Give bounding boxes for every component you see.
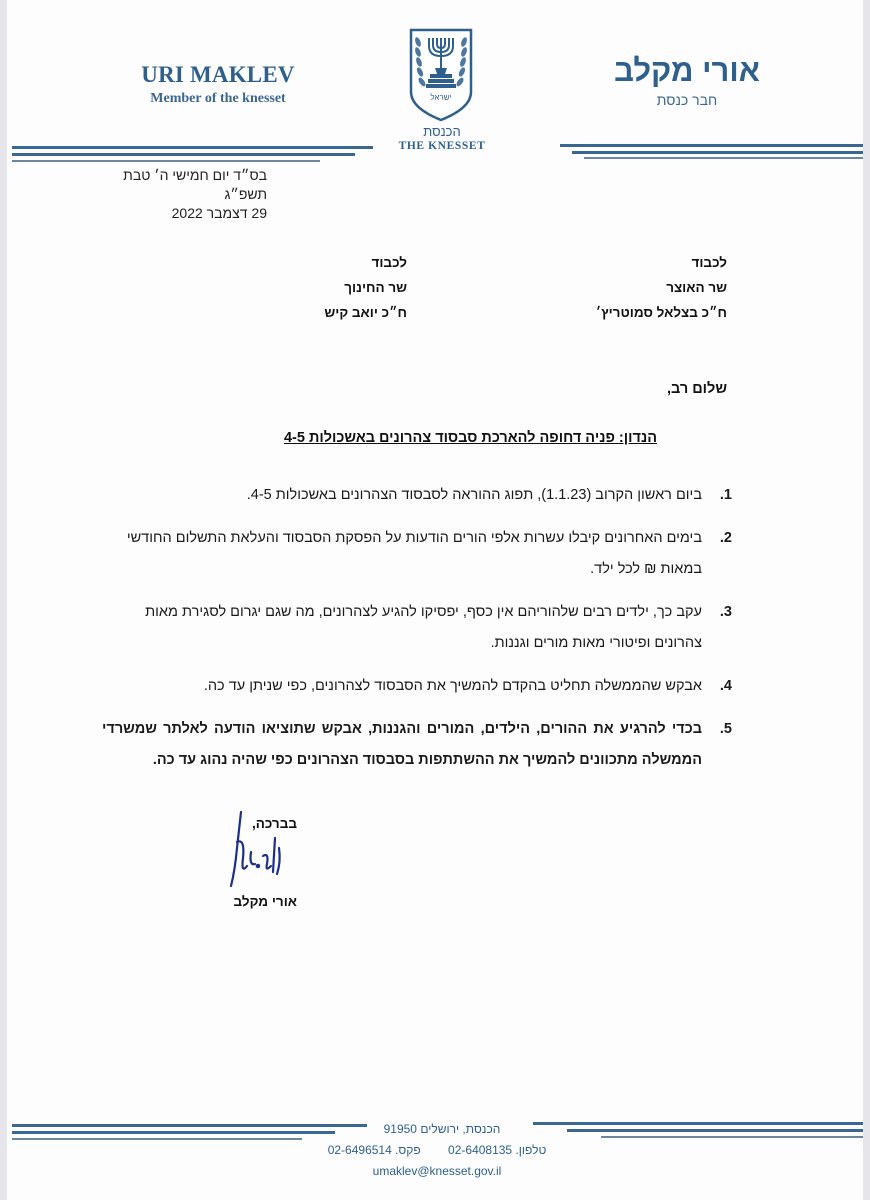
list-item bbox=[102, 523, 732, 585]
item-text: בימים האחרונים קיבלו עשרות אלפי הורים הודעות על הפסקת הסבסוד והעלאת התשלום החודשי במאות ₪ לכל ילד. bbox=[126, 530, 702, 577]
header-rule-left-1 bbox=[12, 146, 373, 149]
item-text: עקב כך, ילדים רבים שלהוריהם אין כסף, יפסיקו להגיע לצהרונים, מה שגם יגרום לסגירת מאות צהרונים ופיטורי מאות מורים וגננות. bbox=[145, 604, 702, 651]
list-item bbox=[102, 480, 732, 511]
emblem-label-en: THE KNESSET bbox=[398, 140, 486, 152]
footer-fax: פקס. 02-6496514 bbox=[327, 1143, 421, 1157]
footer-rule-left-2 bbox=[12, 1131, 335, 1134]
list-item bbox=[102, 714, 732, 776]
footer-rule-left-3 bbox=[12, 1138, 302, 1140]
item-number: 3. bbox=[719, 604, 732, 620]
item-number: 2. bbox=[719, 530, 732, 546]
letterhead-name-he: אורי מקלב bbox=[614, 53, 760, 88]
recipient-salutation: לכבוד bbox=[371, 255, 407, 270]
subject-line: הנדון: פניה דחופה להארכת סבסוד צהרונים באשכולות 4-5 bbox=[283, 430, 657, 446]
date-hebrew: בס״ד יום חמישי ה׳ טבת תשפ״ג bbox=[123, 167, 267, 202]
footer-rule-right-1 bbox=[533, 1122, 863, 1125]
recipient-name: ח״כ בצלאל סמוטריץ׳ bbox=[595, 305, 727, 320]
item-text: בכדי להרגיע את ההורים, הילדים, המורים והגננות, אבקש שתוציאו הודעה לאלתר שמשרדי הממשלה מתכוונים להמשיך את ההשתתפות בסבסוד הצהרונים כפי שהיה נהוג עד כה. bbox=[102, 721, 702, 768]
letter-date bbox=[107, 166, 267, 223]
header-rule-right-2 bbox=[572, 151, 863, 154]
svg-text:ישראל: ישראל bbox=[430, 93, 452, 102]
letter-page bbox=[7, 0, 863, 1200]
item-text: אבקש שהממשלה תחליט בהקדם להמשיך את הסבסוד לצהרונים, כפי שניתן עד כה. bbox=[203, 678, 702, 694]
handwritten-signature-icon bbox=[225, 808, 285, 890]
footer-rule-right-2 bbox=[567, 1129, 863, 1132]
header-rule-left-3 bbox=[12, 160, 320, 162]
item-number: 4. bbox=[719, 678, 732, 694]
item-text: ביום ראשון הקרוב (1.1.23), תפוג ההוראה לסבסוד הצהרונים באשכולות 4-5. bbox=[246, 487, 702, 503]
list-item bbox=[102, 597, 732, 659]
item-number: 5. bbox=[719, 721, 732, 737]
footer-rule-right-3 bbox=[601, 1136, 863, 1138]
header-rule-right-1 bbox=[560, 144, 863, 147]
footer-email[interactable]: umaklev@knesset.gov.il bbox=[372, 1164, 502, 1178]
header-rule-right-3 bbox=[584, 157, 863, 159]
closing-signoff: בברכה, bbox=[251, 816, 297, 831]
recipient-1 bbox=[427, 250, 727, 325]
footer-rule-left-1 bbox=[12, 1124, 367, 1127]
body-items-list bbox=[102, 480, 732, 788]
emblem-label-he: הכנסת bbox=[423, 124, 461, 139]
footer-phone: טלפון. 02-6408135 bbox=[448, 1143, 547, 1157]
recipient-2 bbox=[207, 250, 407, 325]
letterhead-name-en: URI MAKLEV bbox=[141, 62, 295, 87]
closing-name: אורי מקלב bbox=[233, 894, 297, 909]
item-number: 1. bbox=[719, 487, 732, 503]
header-rule-left-2 bbox=[12, 153, 355, 156]
recipient-role: שר האוצר bbox=[666, 280, 727, 295]
date-gregorian: 29 דצמבר 2022 bbox=[171, 205, 267, 221]
knesset-menorah-emblem-icon bbox=[408, 28, 474, 122]
recipient-salutation: לכבוד bbox=[691, 255, 727, 270]
greeting: שלום רב, bbox=[666, 381, 727, 397]
recipient-role: שר החינוך bbox=[344, 280, 407, 295]
letterhead-title-he: חבר כנסת bbox=[656, 92, 718, 108]
footer-contact bbox=[307, 1143, 567, 1157]
letterhead-title-en: Member of the knesset bbox=[150, 91, 286, 106]
footer-address: הכנסת, ירושלים 91950 bbox=[383, 1122, 501, 1136]
list-item bbox=[102, 671, 732, 702]
recipient-name: ח״כ יואב קיש bbox=[324, 305, 407, 320]
